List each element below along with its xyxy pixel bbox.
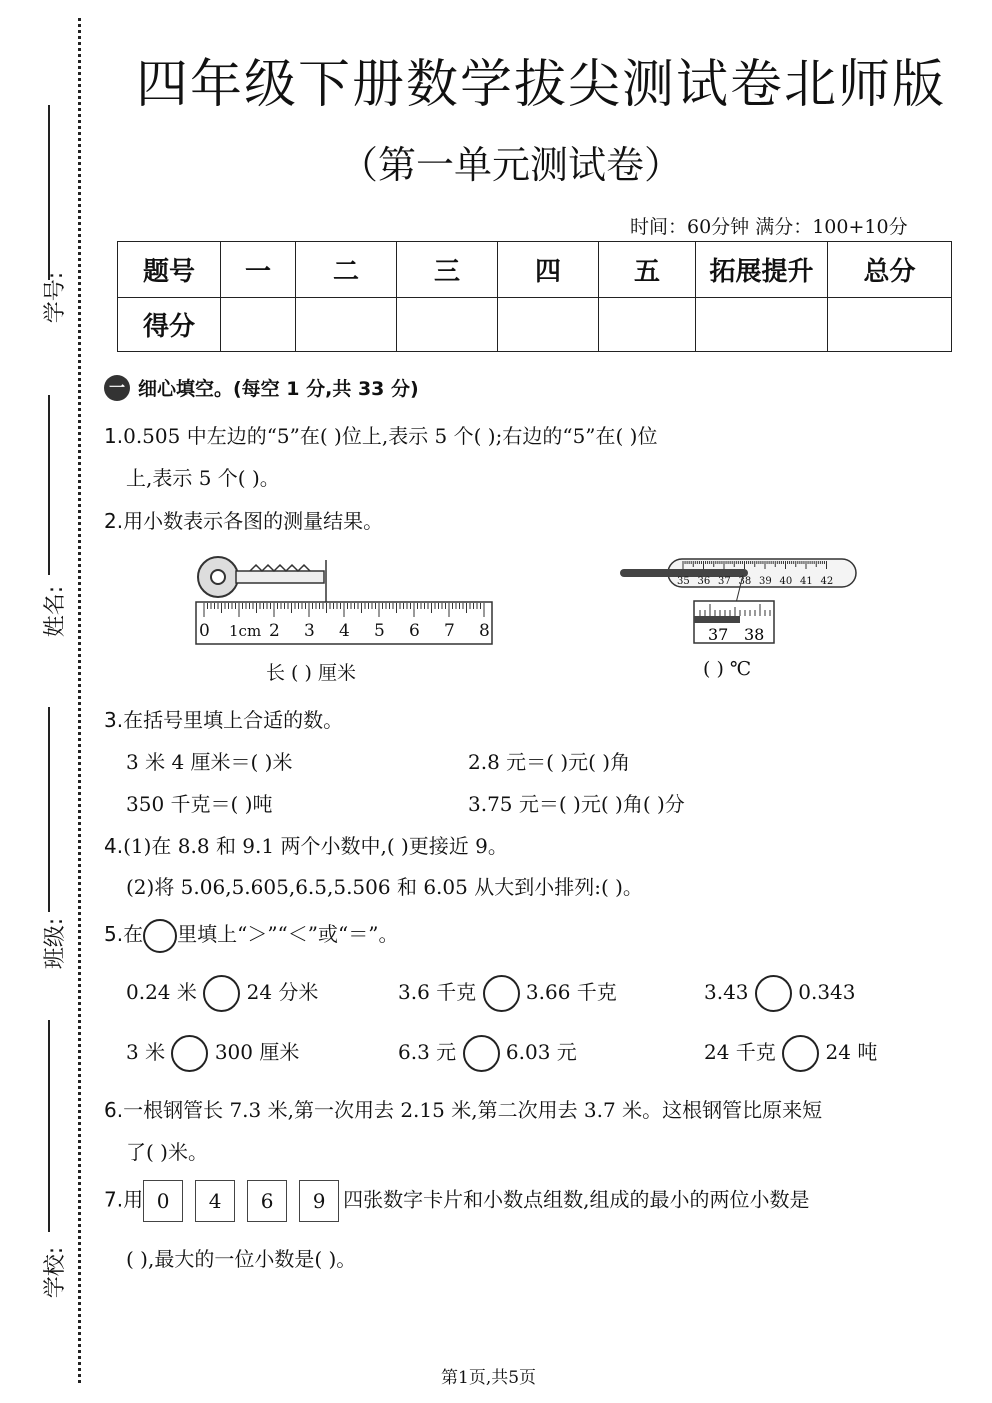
q7-line2: ( ),最大的一位小数是( )。 [126, 1247, 357, 1271]
thermometer-tick-label: 40 [779, 576, 793, 587]
compare-circle-icon [143, 919, 177, 953]
section-number-badge: 一 [104, 375, 130, 401]
thermometer-tick-label: 36 [697, 576, 711, 587]
thermometer-tick-label: 38 [738, 576, 752, 587]
name-label: 姓名: [43, 585, 69, 638]
thermometer-tick-label: 37 [718, 576, 731, 587]
thermometer-tick-label: 42 [820, 576, 834, 587]
page-footer: 第1页,共5页 [441, 1368, 537, 1388]
class-line [48, 707, 50, 912]
compare-circle[interactable] [755, 975, 792, 1012]
score-header-cell: 一 [221, 242, 296, 298]
q2-number: 2. [104, 509, 124, 533]
q1-line2: 上,表示 5 个( )。 [126, 466, 280, 490]
q5-right: 24 吨 [825, 1040, 878, 1064]
q4-line2: (2)将 5.06,5.605,6.5,5.506 和 6.05 从大到小排列:( )。 [126, 875, 643, 899]
q7-number: 7. [104, 1187, 124, 1212]
q1-number: 1. [104, 424, 124, 448]
q5-left: 3.6 千克 [398, 980, 477, 1004]
q7-post: 四张数字卡片和小数点组数,组成的最小的两位小数是 [343, 1187, 810, 1212]
page-subtitle: （第一单元测试卷） [340, 143, 683, 187]
school-line [48, 1020, 50, 1232]
compare-circle[interactable] [782, 1035, 819, 1072]
q5-item [126, 975, 318, 1012]
score-cell[interactable] [828, 298, 952, 352]
score-cell[interactable] [498, 298, 599, 352]
q5-right: 24 分米 [246, 980, 319, 1004]
q6-text1: 一根钢管长 7.3 米,第一次用去 2.15 米,第二次用去 3.7 米。这根钢管比原来短 [123, 1098, 823, 1122]
q5-left: 3.43 [704, 980, 749, 1004]
q5-pre: 在 [123, 922, 144, 946]
q5-item [398, 1035, 577, 1072]
binding-dotted-line [78, 18, 81, 1383]
q1-line1 [104, 420, 657, 449]
school-label: 学校: [43, 1246, 69, 1299]
score-header-cell: 总分 [828, 242, 952, 298]
q5-left: 0.24 米 [126, 980, 197, 1004]
student-id-line [48, 105, 50, 280]
ruler-tick-label: 1cm [229, 622, 262, 640]
q4-line1 [104, 830, 508, 859]
score-row-label: 得分 [118, 298, 221, 352]
q2-line [104, 505, 383, 534]
q7-pre: 用 [123, 1187, 144, 1212]
q3-b: 2.8 元＝( )元( )角 [468, 750, 631, 774]
ruler-tick-label: 4 [339, 621, 350, 641]
thermometer-tick-label: 41 [800, 576, 813, 587]
ruler-caption: 长 ( ) 厘米 [266, 662, 356, 684]
digit-card: 4 [195, 1180, 235, 1222]
score-cell[interactable] [221, 298, 296, 352]
score-header-cell: 拓展提升 [696, 242, 828, 298]
score-header-cell: 题号 [118, 242, 221, 298]
q5-right: 3.66 千克 [525, 980, 617, 1004]
score-cell[interactable] [296, 298, 397, 352]
q5-item [704, 975, 856, 1012]
name-line [48, 395, 50, 575]
q1-text1: 0.505 中左边的“5”在( )位上,表示 5 个( );右边的“5”在( )位 [123, 424, 658, 448]
compare-circle[interactable] [463, 1035, 500, 1072]
compare-circle[interactable] [171, 1035, 208, 1072]
thermometer-figure [618, 553, 868, 648]
thermometer-tick-label: 39 [759, 576, 772, 587]
zoom-label: 38 [744, 625, 765, 644]
ruler-tick-label: 5 [374, 621, 385, 641]
q5-right: 300 厘米 [214, 1040, 300, 1064]
q5-post: 里填上“＞”“＜”或“＝”。 [177, 922, 399, 946]
q3-c: 350 千克＝( )吨 [126, 792, 273, 816]
score-header-cell: 四 [498, 242, 599, 298]
compare-circle[interactable] [203, 975, 240, 1012]
q4-number: 4. [104, 834, 124, 858]
q3-d: 3.75 元＝( )元( )角( )分 [468, 792, 685, 816]
thermometer-caption: ( ) ℃ [703, 658, 752, 680]
score-header-cell: 二 [296, 242, 397, 298]
score-cell[interactable] [599, 298, 696, 352]
score-cell[interactable] [696, 298, 828, 352]
thermometer-tick-label: 35 [677, 576, 690, 587]
q5-line [104, 918, 398, 953]
ruler-tick-label: 6 [409, 621, 420, 641]
q5-item [126, 1035, 299, 1072]
q5-left: 24 千克 [704, 1040, 776, 1064]
exam-meta: 时间：60分钟 满分：100+10分 [630, 216, 908, 238]
q3-a: 3 米 4 厘米＝( )米 [126, 750, 293, 774]
ruler-tick-label: 3 [304, 621, 315, 641]
q6-line1 [104, 1094, 822, 1123]
score-table [117, 241, 952, 352]
q5-item [398, 975, 617, 1012]
class-label: 班级: [43, 917, 69, 970]
q5-right: 6.03 元 [505, 1040, 577, 1064]
ruler-tick-label: 2 [269, 621, 280, 641]
ruler-tick-label: 7 [444, 621, 455, 641]
q7-line1 [104, 1180, 809, 1222]
q5-right: 0.343 [798, 980, 856, 1004]
compare-circle[interactable] [483, 975, 520, 1012]
digit-card: 6 [247, 1180, 287, 1222]
q3-number: 3. [104, 708, 124, 732]
page-title: 四年级下册数学拔尖测试卷北师版 [136, 55, 947, 115]
q5-left: 6.3 元 [398, 1040, 457, 1064]
score-cell[interactable] [397, 298, 498, 352]
q4-text1: (1)在 8.8 和 9.1 两个小数中,( )更接近 9。 [123, 834, 508, 858]
q5-left: 3 米 [126, 1040, 166, 1064]
digit-card: 0 [143, 1180, 183, 1222]
q2-text: 用小数表示各图的测量结果。 [123, 509, 384, 533]
section-title: 细心填空。(每空 1 分,共 33 分) [138, 378, 419, 400]
score-header-cell: 三 [397, 242, 498, 298]
q3-line [104, 704, 343, 733]
q5-item [704, 1035, 877, 1072]
q3-text: 在括号里填上合适的数。 [123, 708, 344, 732]
ruler-tick-label: 0 [199, 621, 210, 641]
key-ruler-figure [190, 555, 500, 650]
ruler-tick-label: 8 [479, 621, 490, 641]
q6-number: 6. [104, 1098, 124, 1122]
zoom-label: 37 [708, 625, 729, 644]
section-heading [104, 374, 419, 401]
key-icon [198, 557, 324, 597]
digit-card: 9 [299, 1180, 339, 1222]
q5-number: 5. [104, 922, 124, 946]
q6-line2: 了( )米。 [126, 1140, 208, 1164]
student-id-label: 学号: [43, 271, 69, 324]
score-header-cell: 五 [599, 242, 696, 298]
